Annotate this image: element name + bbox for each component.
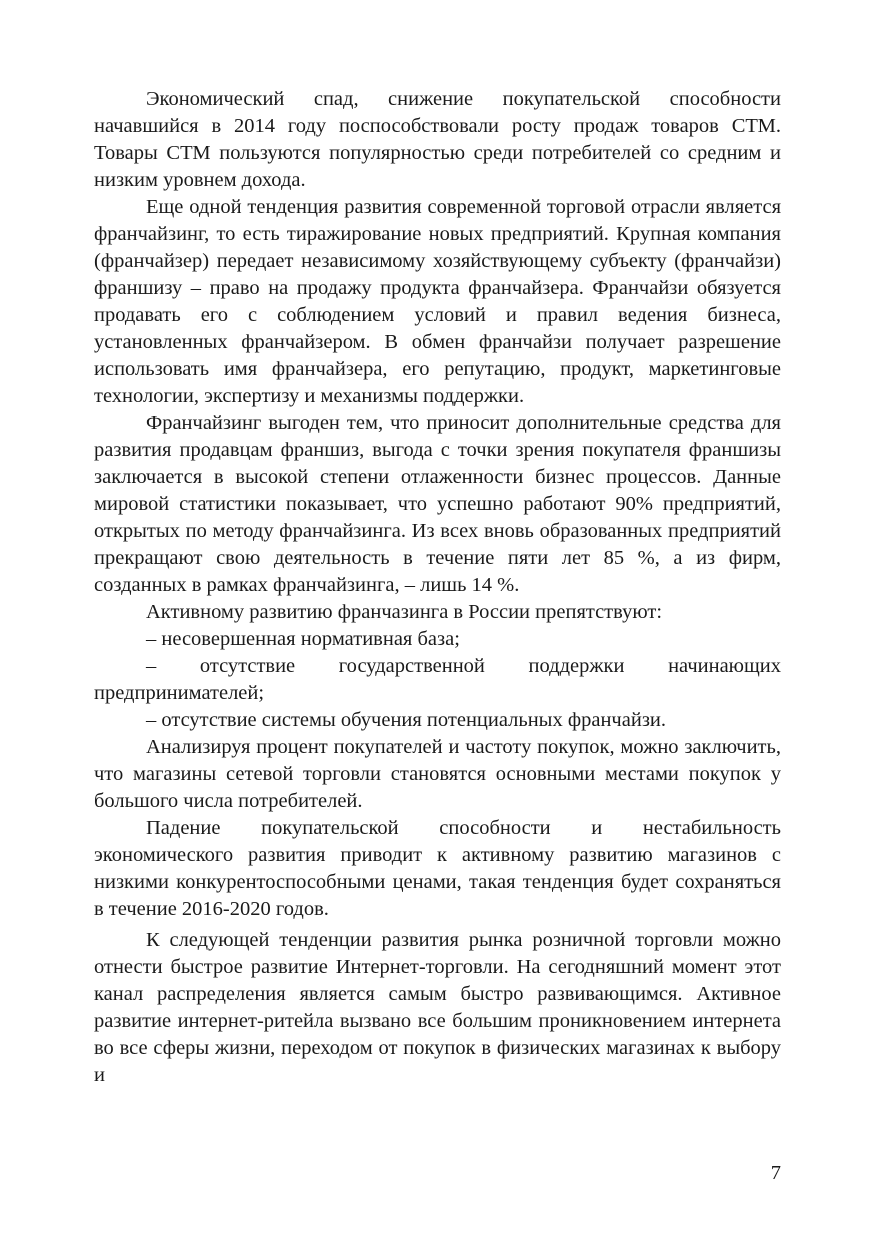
list-item: – отсутствие государственной поддержки начинающих предпринимателей; <box>94 655 781 704</box>
paragraph-internet-trade: К следующей тенденции развития рынка розничной торговли можно отнести быстрое развитие Интернет-торговли. На сегодняшний момент этот канал распределения является самым быстро развивающимся. Активное развитие интернет-ритейла вызвано все большим проникновением интернета во все сферы жизни, переходом от покупок в физических магазинах к выбору и <box>94 929 781 1086</box>
list-item: – отсутствие системы обучения потенциальных франчайзи. <box>146 709 667 731</box>
paragraph-franchising-benefits: Франчайзинг выгоден тем, что приносит дополнительные средства для развития продавцам франшиз, выгода с точки зрения покупателя франшизы заключается в высокой степени отлаженности бизнес процессов. Данные мировой статистики показывает, что успешно работают 90% предприятий, открытых по методу франчайзинга. Из всех вновь образованных предприятий прекращают свою деятельность в течение пяти лет 85 %, а из фирм, созданных в рамках франчайзинга, – лишь 14 %. <box>94 412 781 596</box>
page-number: 7 <box>770 1162 781 1184</box>
list-item: – несовершенная нормативная база; <box>146 628 460 650</box>
paragraph-franchising-intro: Еще одной тенденция развития современной торговой отрасли является франчайзинг, то есть тиражирование новых предприятий. Крупная компания (франчайзер) передает независимому хозяйствующему субъекту (франчайзи) франшизу – право на продажу продукта франчайзера. Франчайзи обязуется продавать его с соблюдением условий и правил ведения бизнеса, установленных франчайзером. В обмен франчайзи получает разрешение использовать имя франчайзера, его репутацию, продукт, маркетинговые технологии, экспертизу и механизмы поддержки. <box>94 196 781 407</box>
paragraph-chain-stores: Анализируя процент покупателей и частоту покупок, можно заключить, что магазины сетевой торговли становятся основными местами покупок у большого числа потребителей. <box>94 736 781 812</box>
paragraph-low-price-stores: Падение покупательской способности и нестабильность экономического развития приводит к активному развитию магазинов с низкими конкурентоспособными ценами, такая тенденция будет сохраняться в течение 2016-2020 годов. <box>94 817 781 920</box>
body-text <box>94 86 781 1089</box>
paragraph-obstacles-heading: Активному развитию франчазинга в России препятствуют: <box>146 601 663 623</box>
paragraph-private-label: Экономический спад, снижение покупательской способности начавшийся в 2014 году поспособствовали росту продаж товаров СТМ. Товары СТМ пользуются популярностью среди потребителей со средним и низким уровнем дохода. <box>94 88 781 191</box>
